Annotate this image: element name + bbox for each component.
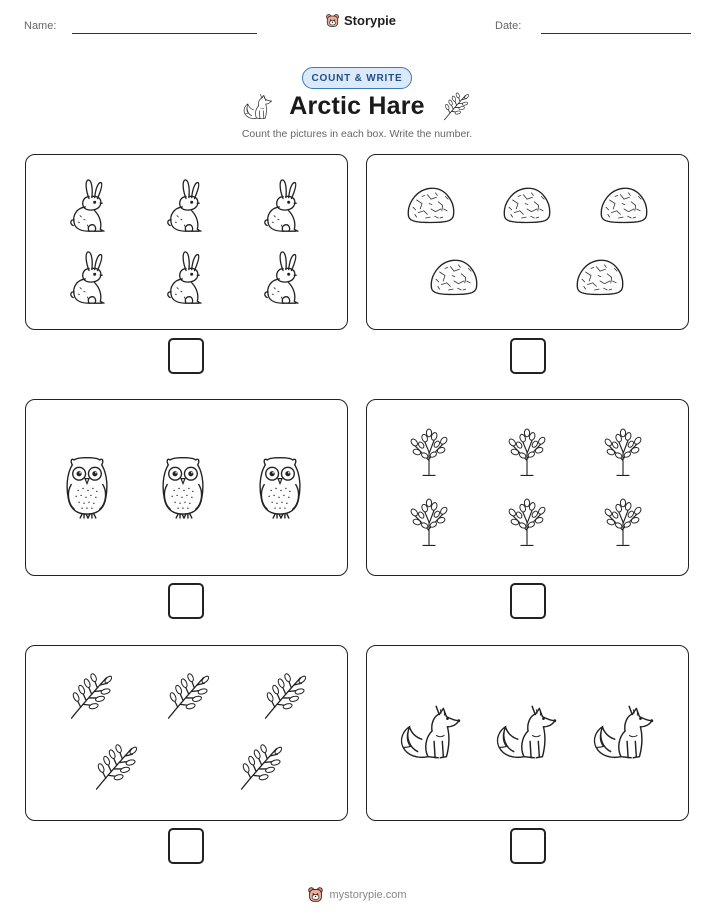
snow-rock-icon — [500, 182, 554, 227]
activity-badge: COUNT & WRITE — [302, 67, 412, 89]
owl-icon — [62, 455, 112, 520]
count-box-rocks — [366, 154, 689, 330]
snow-rock-icon — [573, 254, 627, 299]
bear-logo-icon — [307, 886, 324, 903]
date-label: Date: — [495, 20, 522, 32]
answer-box-owls[interactable] — [168, 583, 204, 619]
shrub-icon — [505, 496, 549, 548]
answer-box-rocks[interactable] — [510, 338, 546, 374]
name-label: Name: — [24, 20, 57, 32]
arctic-fox-icon — [491, 700, 563, 762]
shrub-icon — [407, 496, 451, 548]
brand-logo — [325, 13, 396, 28]
name-line[interactable] — [72, 33, 257, 34]
page-title: Arctic Hare — [289, 92, 425, 120]
snow-rock-icon — [597, 182, 651, 227]
arctic-fox-icon — [588, 700, 660, 762]
shrub-icon — [601, 426, 645, 478]
hare-icon — [260, 250, 308, 306]
hare-icon — [163, 250, 211, 306]
answer-box-shrubs[interactable] — [510, 583, 546, 619]
hare-icon — [260, 178, 308, 234]
owl-icon — [158, 455, 208, 520]
hare-icon — [66, 178, 114, 234]
snow-rock-icon — [404, 182, 458, 227]
shrub-icon — [407, 426, 451, 478]
shrub-icon — [505, 426, 549, 478]
snow-rock-icon — [427, 254, 481, 299]
leafy-twig-icon — [163, 672, 209, 722]
brand-name: Storypie — [344, 13, 397, 28]
leafy-twig-icon — [441, 92, 469, 122]
answer-box-hares[interactable] — [168, 338, 204, 374]
footer — [0, 886, 714, 903]
leafy-twig-icon — [236, 743, 282, 793]
shrub-icon — [601, 496, 645, 548]
date-line[interactable] — [541, 33, 691, 34]
leafy-twig-icon — [66, 672, 112, 722]
leafy-twig-icon — [260, 672, 306, 722]
arctic-fox-icon — [395, 700, 467, 762]
hare-icon — [66, 250, 114, 306]
bear-logo-icon — [325, 13, 340, 28]
answer-box-foxes[interactable] — [510, 828, 546, 864]
footer-url[interactable]: mystorypie.com — [329, 888, 407, 901]
leafy-twig-icon — [91, 743, 137, 793]
owl-icon — [255, 455, 305, 520]
answer-box-twigs[interactable] — [168, 828, 204, 864]
instructions: Count the pictures in each box. Write the number. — [241, 128, 473, 140]
hare-icon — [163, 178, 211, 234]
